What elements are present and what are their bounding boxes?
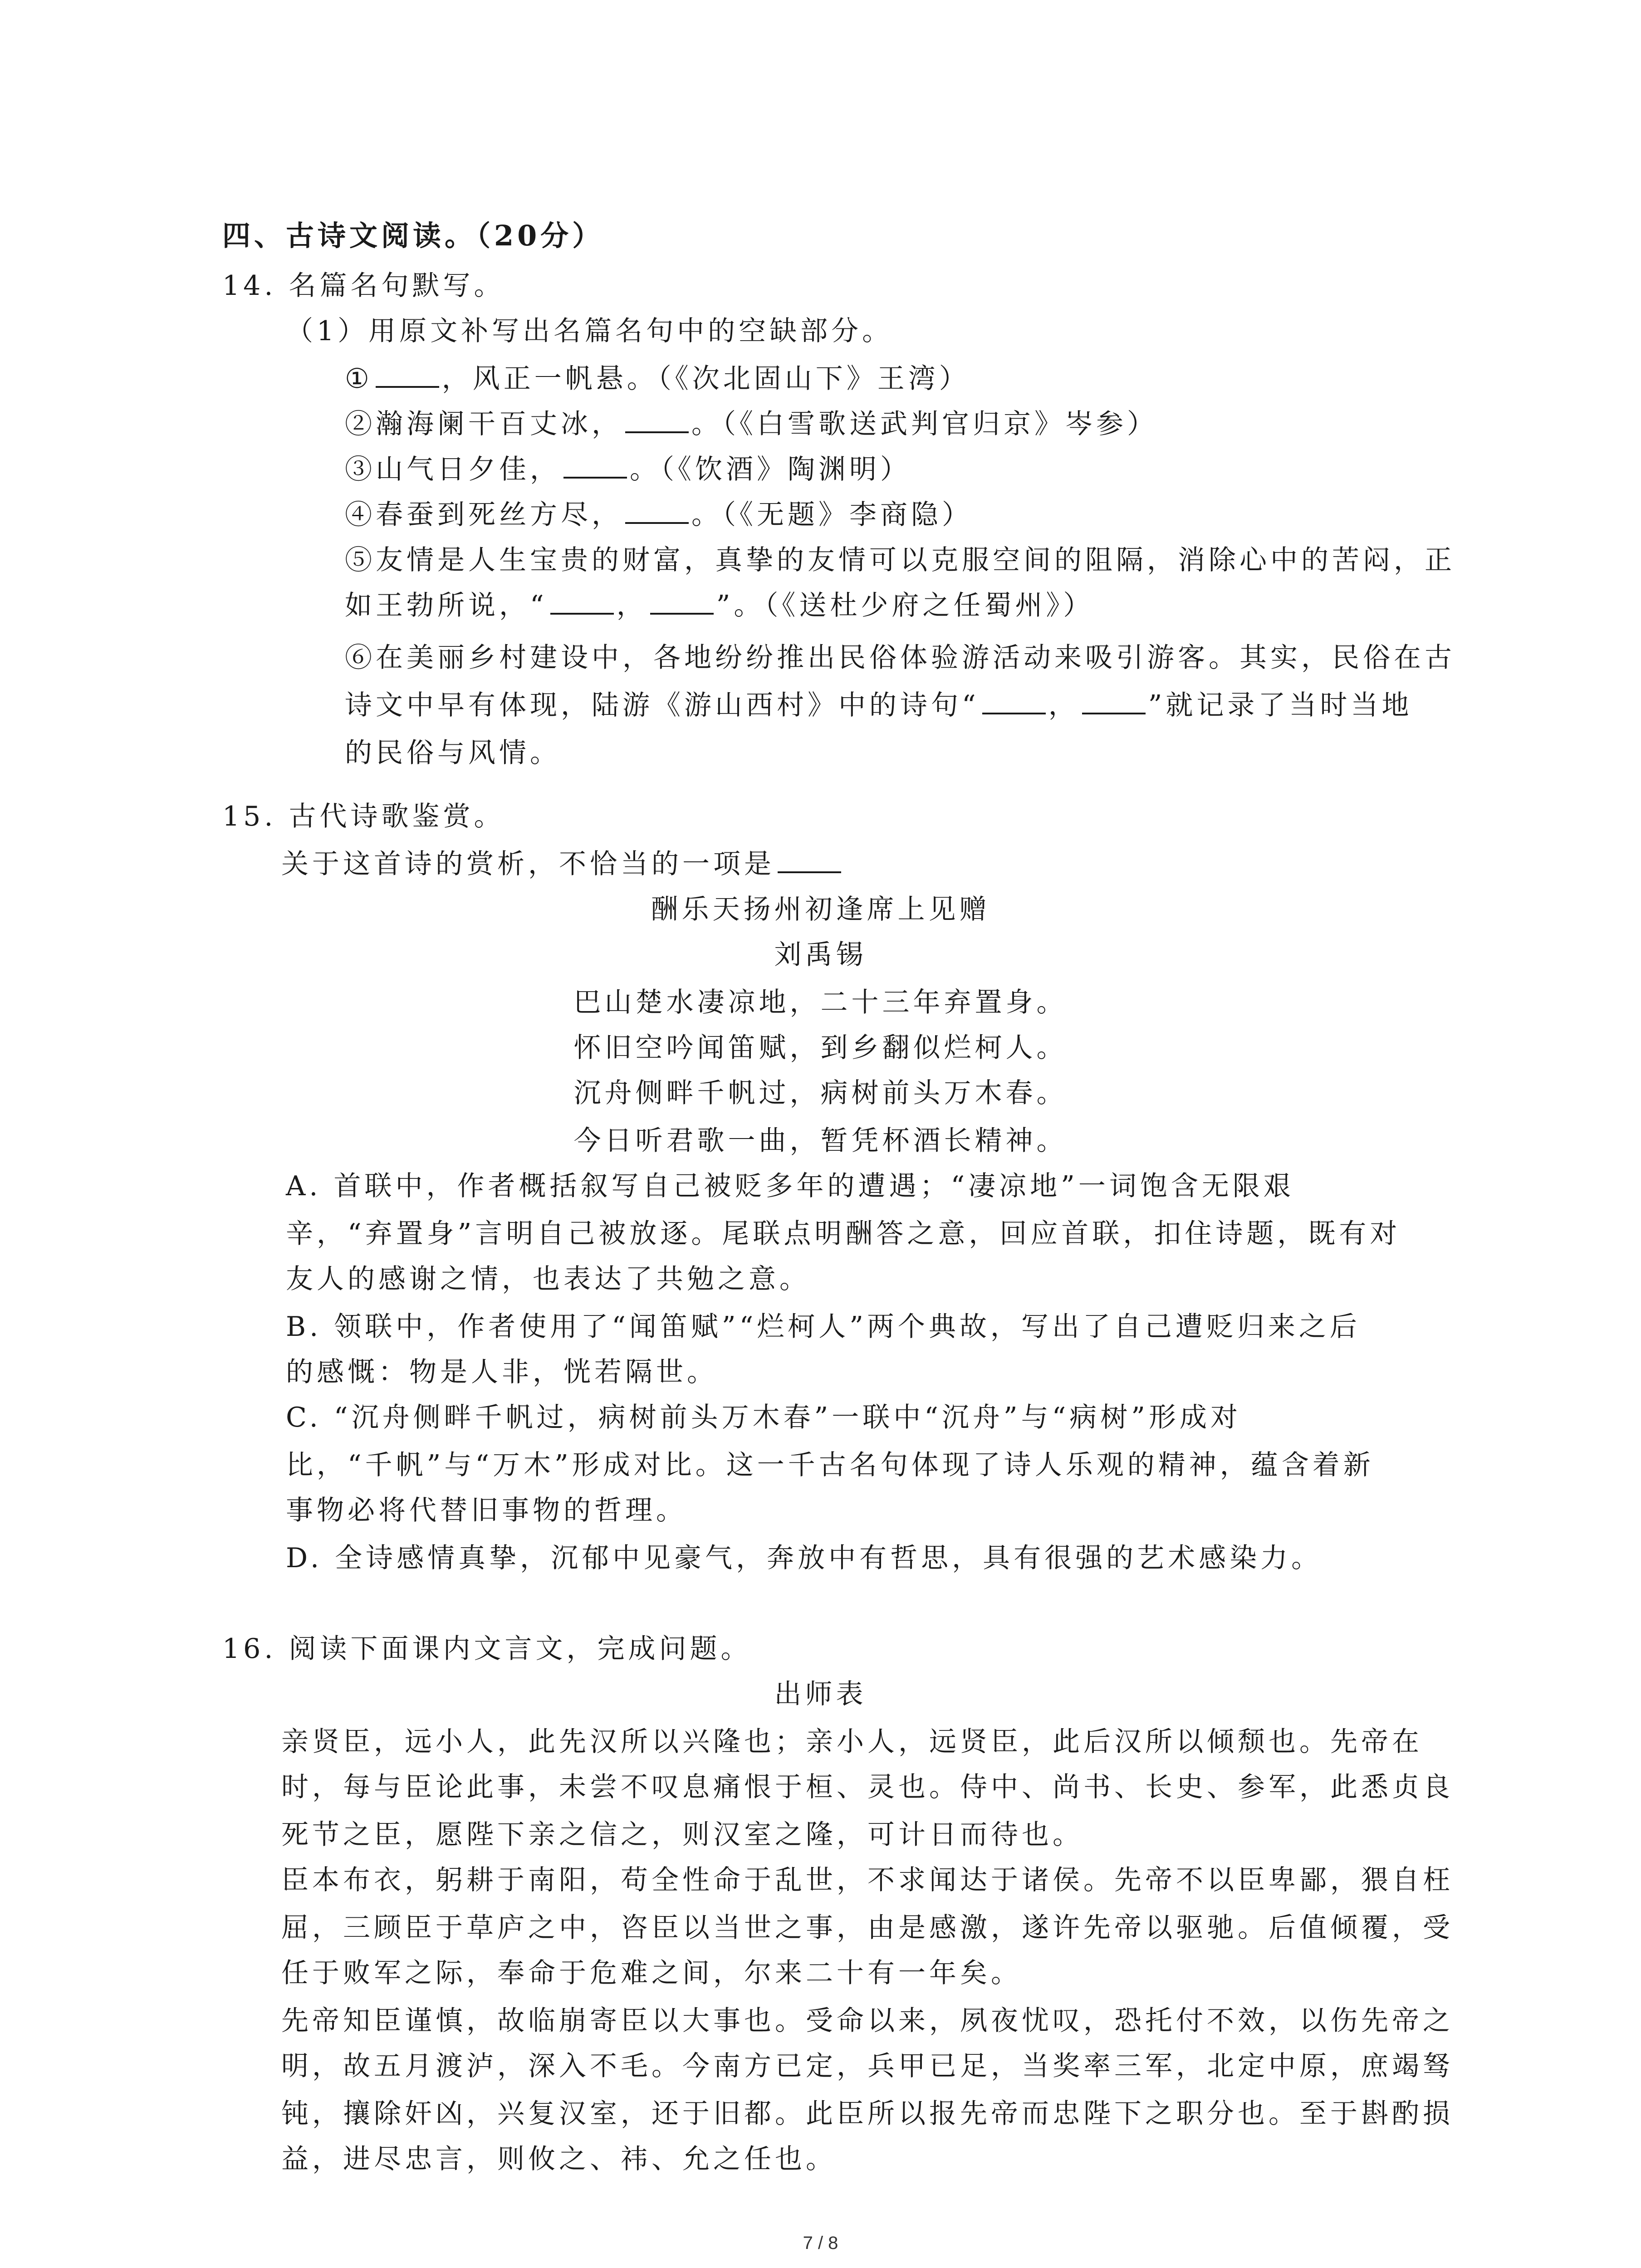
passage-title: 出师表 [774,1678,867,1710]
option-b-line-2: 的感慨：物是人非，恍若隔世。 [286,1356,718,1388]
option-c-line-1: C. “沉舟侧畔千帆过，病树前头万木春”一联中“沉舟”与“病树”形成对 [286,1402,1241,1433]
answer-blank[interactable] [1082,687,1146,714]
option-a-line-1: A. 首联中，作者概括叙写自己被贬多年的遭遇；“凄凉地”一词饱含无限艰 [286,1170,1294,1202]
q14-item-4-suffix: 。（《无题》李商隐） [691,499,973,531]
page-number: 7 / 8 [803,2233,838,2253]
q14-item-3-suffix: 。（《饮酒》陶渊明） [630,454,911,485]
poem-author: 刘禹锡 [774,939,867,971]
option-a-line-3: 友人的感谢之情，也表达了共勉之意。 [286,1263,810,1295]
passage-line: 益，进尽忠言，则攸之、祎、允之任也。 [281,2143,837,2175]
q14-sub1: （1）用原文补写出名篇名句中的空缺部分。 [286,315,893,347]
q14-item-3 [345,451,911,488]
option-c-line-3: 事物必将代替旧事物的哲理。 [286,1495,687,1526]
passage-line: 死节之臣，愿陛下亲之信之，则汉室之隆，可计日而待也。 [281,1819,1083,1851]
poem-line: 沉舟侧畔千帆过，病树前头万木春。 [573,1077,1068,1109]
q14-item-1 [345,361,970,397]
poem-line: 巴山楚水凄凉地，二十三年弃置身。 [573,987,1068,1018]
q14-item-3-prefix: ③山气日夕佳， [345,454,561,485]
q14-item-5-line-1: ⑤友情是人生宝贵的财富，真挚的友情可以克服空间的阻隔，消除心中的苦闷，正 [345,544,1455,576]
option-c-line-2: 比，“千帆”与“万木”形成对比。这一千古名句体现了诗人乐观的精神，蕴含着新 [286,1449,1374,1481]
poem-title: 酬乐天扬州初逢席上见赠 [651,894,990,925]
q14-item-2-prefix: ②瀚海阑干百丈冰， [345,408,622,440]
q14-item-6-line-1: ⑥在美丽乡村建设中，各地纷纷推出民俗体验游活动来吸引游客。其实，民俗在古 [345,642,1455,674]
passage-line: 时，每与臣论此事，未尝不叹息痛恨于桓、灵也。侍中、尚书、长史、参军，此悉贞良 [281,1771,1454,1803]
passage-line: 亲贤臣，远小人，此先汉所以兴隆也；亲小人，远贤臣，此后汉所以倾颓也。先帝在 [281,1726,1423,1758]
q14-stem: 14. 名篇名句默写。 [222,270,505,302]
q14-item-1-suffix: ，风正一帆悬。（《次北固山下》王湾） [441,363,970,395]
q14-item-6-prefix: 诗文中早有体现，陆游《游山西村》中的诗句“ [345,689,980,721]
passage-line: 明，故五月渡泸，深入不毛。今南方已定，兵甲已足，当奖率三军，北定中原，庶竭驽 [281,2050,1454,2082]
answer-blank[interactable] [778,846,841,873]
q14-item-6-line-2 [345,687,1412,723]
answer-blank[interactable] [625,497,689,524]
passage-line: 屈，三顾臣于草庐之中，咨臣以当世之事，由是感激，遂许先帝以驱驰。后值倾覆，受 [281,1912,1454,1944]
passage-line: 臣本布衣，躬耕于南阳，苟全性命于乱世，不求闻达于诸侯。先帝不以臣卑鄙，猥自枉 [281,1864,1454,1896]
poem-line: 怀旧空吟闻笛赋，到乡翻似烂柯人。 [573,1032,1068,1064]
q14-item-5-prefix: 如王勃所说，“ [345,590,548,621]
section-title: 四、古诗文阅读。（20分） [222,219,604,252]
q14-item-2 [345,406,1158,442]
q16-stem: 16. 阅读下面课内文言文，完成问题。 [222,1633,752,1665]
q14-item-5-suffix: ”。（《送杜少府之任蜀州》） [716,590,1094,621]
q14-item-5-line-2 [345,587,1094,624]
q14-item-6-mid: ， [1048,689,1079,721]
q15-question-text: 关于这首诗的赏析，不恰当的一项是 [281,848,775,880]
answer-blank[interactable] [982,687,1046,714]
answer-blank[interactable] [563,451,627,479]
passage-line: 任于败军之际，奉命于危难之间，尔来二十有一年矣。 [281,1957,1022,1989]
option-d-line-1: D. 全诗感情真挚，沉郁中见豪气，奔放中有哲思，具有很强的艺术感染力。 [286,1542,1323,1574]
poem-line: 今日听君歌一曲，暂凭杯酒长精神。 [573,1125,1068,1157]
option-a-line-2: 辛，“弃置身”言明自己被放逐。尾联点明酬答之意，回应首联，扣住诗题，既有对 [286,1218,1401,1250]
passage-line: 先帝知臣谨慎，故临崩寄臣以大事也。受命以来，夙夜忧叹，恐托付不效，以伤先帝之 [281,2005,1454,2037]
q14-item-4 [345,497,973,533]
answer-blank[interactable] [625,406,689,433]
q14-item-2-suffix: 。（《白雪歌送武判官归京》岑参） [691,408,1158,440]
passage-line: 钝，攘除奸凶，兴复汉室，还于旧都。此臣所以报先帝而忠陛下之职分也。至于斟酌损 [281,2098,1454,2130]
q14-item-4-prefix: ④春蚕到死丝方尽， [345,499,622,531]
q14-item-5-mid: ， [616,590,647,621]
answer-blank[interactable] [650,587,714,615]
answer-blank[interactable] [550,587,614,615]
q15-question [281,846,844,882]
q14-item-1-prefix: ① [345,363,373,395]
q14-item-6-line-3: 的民俗与风情。 [345,737,561,769]
q14-item-6-suffix: ”就记录了当时当地 [1148,689,1413,721]
q15-stem: 15. 古代诗歌鉴赏。 [222,801,505,832]
answer-blank[interactable] [376,361,439,388]
option-b-line-1: B. 领联中，作者使用了“闻笛赋”“烂柯人”两个典故，写出了自己遭贬归来之后 [286,1311,1361,1343]
